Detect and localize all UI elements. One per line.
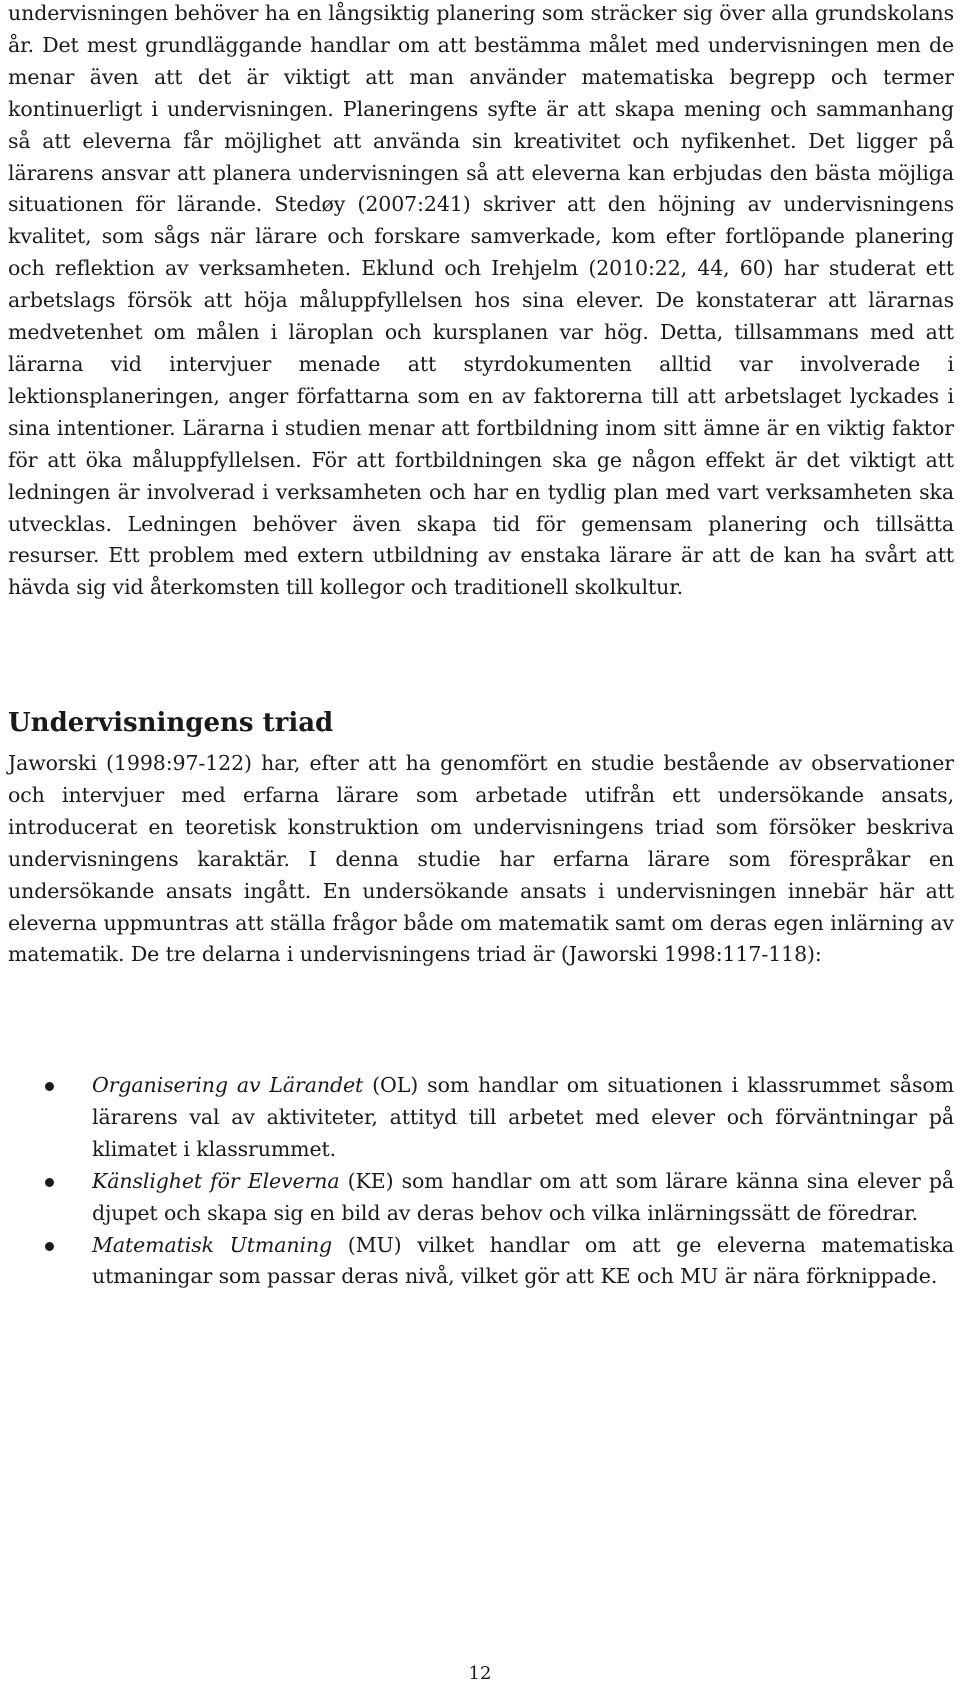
bullet-term: Matematisk Utmaning [92, 1232, 333, 1257]
bullet-icon [45, 1178, 54, 1187]
bullet-term: Organisering av Lärandet [92, 1073, 364, 1097]
bullet-text: (OL) som handlar om situationen i klassrummet såsom lärarens val av aktiviteter, attityd till arbetet med elever och förväntningar på klimatet i klassrummet. [92, 1073, 954, 1161]
bullet-text: (MU) vilket handlar om att ge eleverna matematiska utmaningar som passar deras nivå, vilket gör att KE och MU är nära förknippade. [92, 1232, 954, 1289]
triad-bullet-list [8, 1070, 954, 1293]
bullet-text: (KE) som handlar om att som lärare känna sina elever på djupet och skapa sig en bild av deras behov och vilka inlärningssätt de föredrar. [92, 1168, 954, 1225]
bullet-icon [45, 1082, 54, 1091]
list-item [8, 1166, 954, 1230]
page-number: 12 [468, 1663, 492, 1684]
intro-paragraph: undervisningen behöver ha en långsiktig planering som sträcker sig över alla grundskolans år. Det mest grundläggande handlar om att bestämma målet med undervisningen men de menar även att det är viktigt att man använder matematiska begrepp och termer kontinuerligt i undervisningen. Planeringens syfte är att skapa mening och sammanhang så att eleverna får möjlighet att använda sin kreativitet och nyfikenhet. Det ligger på lärarens ansvar att planera undervisningen så att eleverna kan erbjudas den bästa möjliga situationen för lärande. Stedøy (2007:241) skriver att den höjning av undervisningens kvalitet, som sågs när lärare och forskare samverkade, kom efter fortlöpande planering och reflektion av verksamheten. Eklund och Irehjelm (2010:22, 44, 60) har studerat ett arbetslags försök att höja måluppfyllelsen hos sina elever. De konstaterar att lärarnas medvetenhet om målen i läroplan och kursplanen var hög. Detta, tillsammans med att lärarna vid intervjuer menade att styrdokumenten alltid var involverade i lektionsplaneringen, anger författarna som en av faktorerna till att arbetslaget lyckades i sina intentioner. Lärarna i studien menar att fortbildning inom sitt ämne är en viktig faktor för att öka måluppfyllelsen. För att fortbildningen ska ge någon effekt är det viktigt att ledningen är involverad i verksamheten och har en tydlig plan med vart verksamheten ska utvecklas. Ledningen behöver även skapa tid för gemensam planering och tillsätta resurser. Ett problem med extern utbildning av enstaka lärare är att de kan ha svårt att hävda sig vid återkomsten till kollegor och traditionell skolkultur. [8, 1, 954, 600]
list-item [8, 1230, 954, 1294]
list-item [8, 1070, 954, 1166]
section-heading: Undervisningens triad [8, 708, 334, 738]
bullet-term: Känslighet för Eleverna [92, 1168, 340, 1193]
bullet-icon [45, 1242, 54, 1251]
section-paragraph: Jaworski (1998:97-122) har, efter att ha genomfört en studie bestående av observationer och intervjuer med erfarna lärare som arbetade utifrån ett undersökande ansats, introducerat en teoretisk konstruktion om undervisningens triad som försöker beskriva undervisningens karaktär. I denna studie har erfarna lärare som förespråkar en undersökande ansats ingått. En undersökande ansats i undervisningen innebär här att eleverna uppmuntras att ställa frågor både om matematik samt om deras egen inlärning av matematik. De tre delarna i undervisningens triad är (Jaworski 1998:117-118): [8, 751, 954, 967]
